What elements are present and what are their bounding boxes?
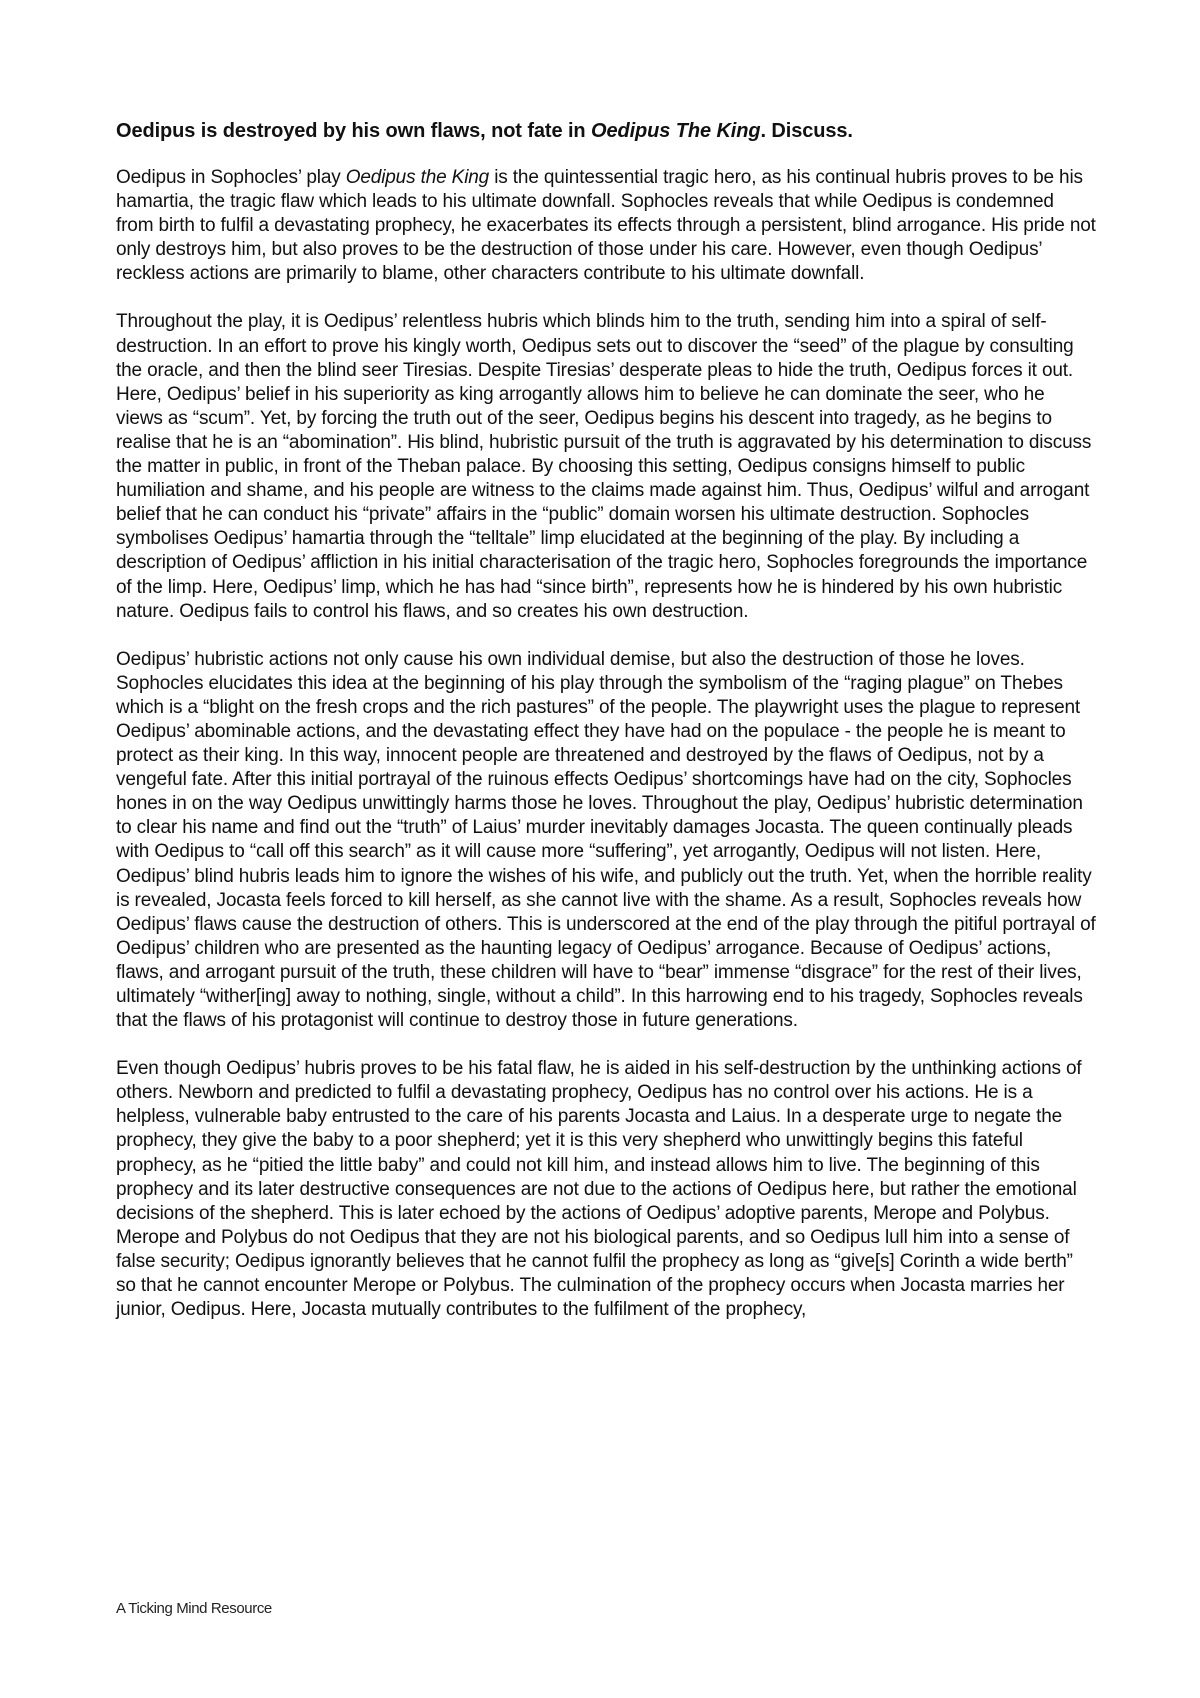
paragraph-body-1: Throughout the play, it is Oedipus’ relentless hubris which blinds him to the truth, sending him into a spiral of self-destruction. In an effort to prove his kingly worth, Oedipus sets out to discover the “seed” of the plague by consulting the oracle, and then the blind seer Tiresias. Despite Tiresias’ desperate pleas to hide the truth, Oedipus forces it out. Here, Oedipus’ belief in his superiority as king arrogantly allows him to believe he can dominate the seer, who he views as “scum”. Yet, by forcing the truth out of the seer, Oedipus begins his descent into tragedy, as he begins to realise that he is an “abomination”. His blind, hubristic pursuit of the truth is aggravated by his determination to discuss the matter in public, in front of the Theban palace. By choosing this setting, Oedipus consigns himself to public humiliation and shame, and his people are witness to the claims made against him. Thus, Oedipus’ wilful and arrogant belief that he can conduct his “private” affairs in the “public” domain worsen his ultimate destruction. Sophocles symbolises Oedipus’ hamartia through the “telltale” limp elucidated at the beginning of the play. By including a description of Oedipus’ affliction in his initial characterisation of the tragic hero, Sophocles foregrounds the importance of the limp. Here, Oedipus’ limp, which he has had “since birth”, represents how he is hindered by his own hubristic nature. Oedipus fails to control his flaws, and so creates his own destruction. [116, 311, 1092, 622]
paragraph-body-3: Even though Oedipus’ hubris proves to be his fatal flaw, he is aided in his self-destruction by the unthinking actions of others. Newborn and predicted to fulfil a devastating prophecy, Oedipus has no control over his actions. He is a helpless, vulnerable baby entrusted to the care of his parents Jocasta and Laius. In a desperate urge to negate the prophecy, they give the baby to a poor shepherd; yet it is this very shepherd who unwittingly begins this fateful prophecy, as he “pitied the little baby” and could not kill him, and instead allows him to live. The beginning of this prophecy and its later destructive consequences are not due to the actions of Oedipus here, but rather the emotional decisions of the shepherd. This is later echoed by the actions of Oedipus’ adoptive parents, Merope and Polybus. Merope and Polybus do not Oedipus that they are not his biological parents, and so Oedipus lull him into a sense of false security; Oedipus ignorantly believes that he cannot fulfil the prophecy as long as “give[s] Corinth a wide berth” so that he cannot encounter Merope or Polybus. The culmination of the prophecy occurs when Jocasta marries her junior, Oedipus. Here, Jocasta mutually contributes to the fulfilment of the prophecy, [116, 1058, 1082, 1321]
essay-title-suffix: . Discuss. [760, 120, 853, 142]
paragraph-intro-lead: Oedipus in Sophocles’ play [116, 167, 346, 188]
footer-text: A Ticking Mind Resource [116, 1600, 272, 1617]
paragraph-intro-italic: Oedipus the King [345, 167, 490, 188]
essay-title-italic: Oedipus The King [590, 120, 761, 142]
essay-body [116, 118, 1096, 1346]
essay-title-text: Oedipus is destroyed by his own flaws, not fate in [116, 120, 591, 142]
paragraph-intro-rest: is the quintessential tragic hero, as his continual hubris proves to be his hamartia, the tragic flaw which leads to his ultimate downfall. Sophocles reveals that while Oedipus is condemned from birth to fulfil a devastating prophecy, he exacerbates its effects through a persistent, blind arrogance. His pride not only destroys him, but also proves to be the destruction of those under his care. However, even though Oedipus’ reckless actions are primarily to blame, other characters contribute to his ultimate downfall. [116, 167, 1096, 285]
paragraph-intro [116, 166, 1096, 286]
paragraph-body-2: Oedipus’ hubristic actions not only cause his own individual demise, but also the destruction of those he loves. Sophocles elucidates this idea at the beginning of his play through the symbolism of the “raging plague” on Thebes which is a “blight on the fresh crops and the rich pastures” of the people. The playwright uses the plague to represent Oedipus’ abominable actions, and the devastating effect they have had on the populace - the people he is meant to protect as their king. In this way, innocent people are threatened and destroyed by the flaws of Oedipus, not by a vengeful fate. After this initial portrayal of the ruinous effects Oedipus’ shortcomings have had on the city, Sophocles hones in on the way Oedipus unwittingly harms those he loves. Throughout the play, Oedipus’ hubristic determination to clear his name and find out the “truth” of Laius’ murder inevitably damages Jocasta. The queen continually pleads with Oedipus to “call off this search” as it will cause more “suffering”, yet arrogantly, Oedipus will not listen. Here, Oedipus’ blind hubris leads him to ignore the wishes of his wife, and publicly out the truth. Yet, when the horrible reality is revealed, Jocasta feels forced to kill herself, as she cannot live with the shame. As a result, Sophocles reveals how Oedipus’ flaws cause the destruction of others. This is underscored at the end of the play through the pitiful portrayal of Oedipus’ children who are presented as the haunting legacy of Oedipus’ arrogance. Because of Oedipus’ actions, flaws, and arrogant pursuit of the truth, these children will have to “bear” immense “disgrace” for the rest of their lives, ultimately “wither[ing] away to nothing, single, without a child”. In this harrowing end to his tragedy, Sophocles reveals that the flaws of his protagonist will continue to destroy those in future generations. [116, 648, 1096, 1032]
essay-title [116, 118, 1096, 144]
